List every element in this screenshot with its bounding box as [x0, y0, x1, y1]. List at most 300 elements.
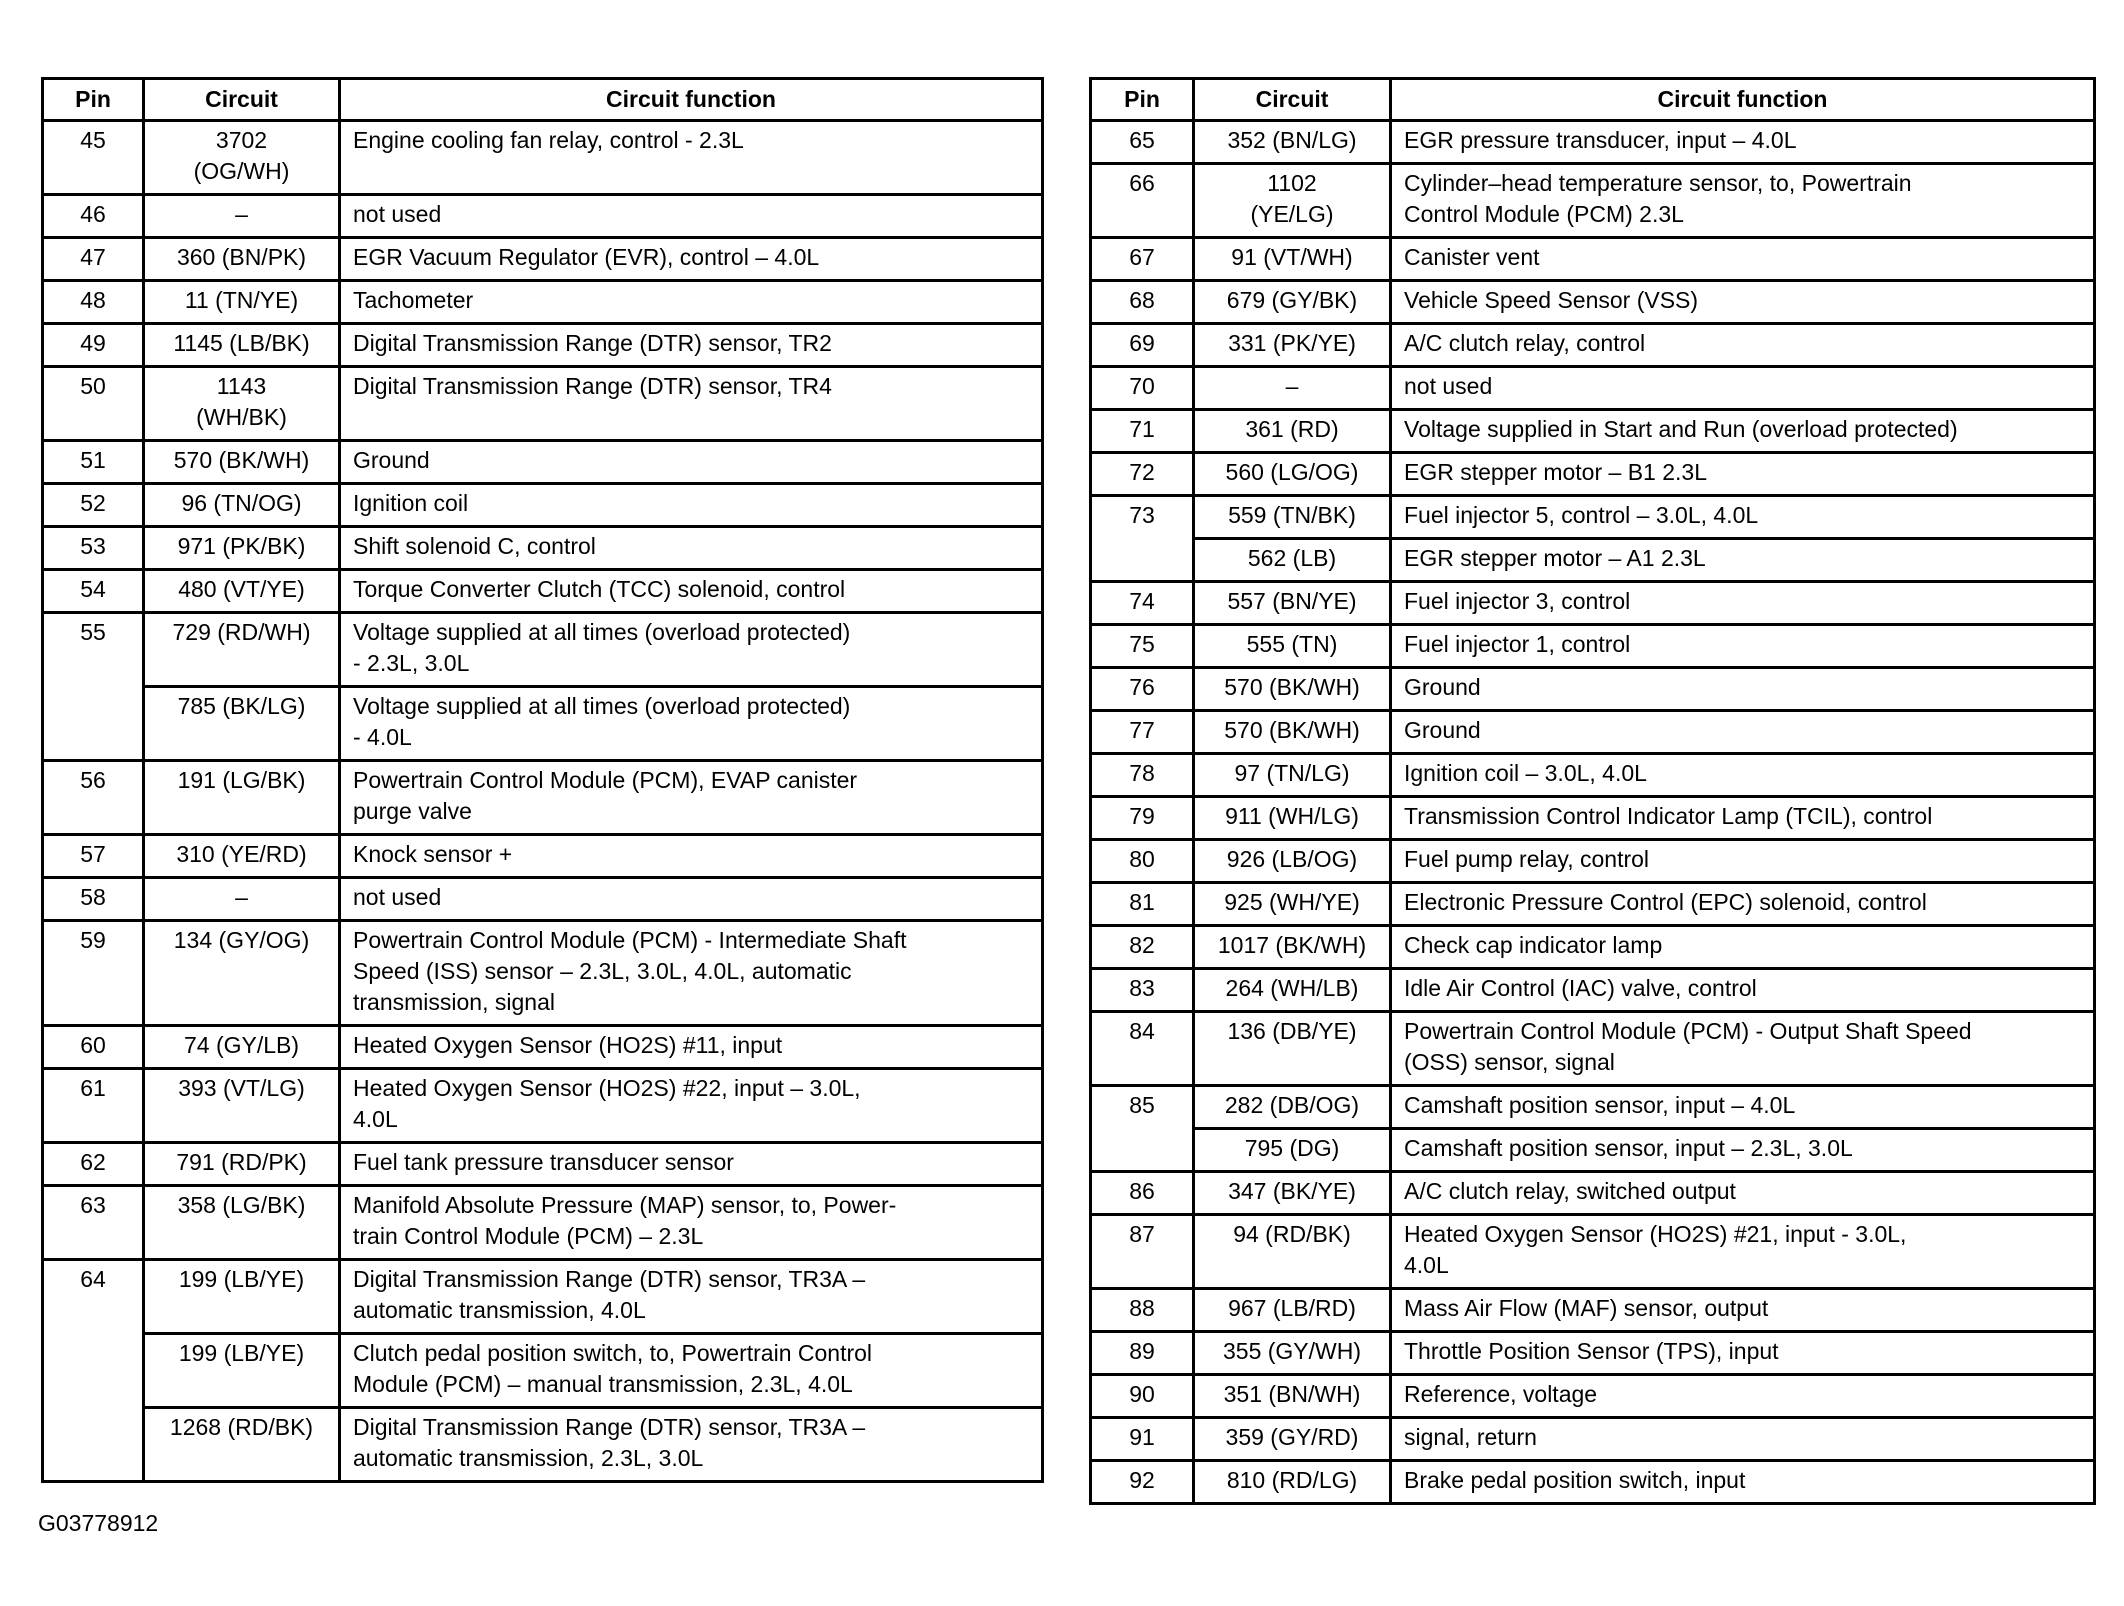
table-row — [43, 1186, 1043, 1260]
function-cell — [340, 1069, 1043, 1143]
function-text: Knock sensor + — [353, 841, 513, 867]
pin-cell: 51 — [43, 441, 144, 484]
circuit-text: 555 (TN) — [1246, 631, 1338, 657]
table-row — [1091, 1086, 2095, 1129]
pin-cell: 85 — [1091, 1086, 1194, 1172]
pin-cell: 55 — [43, 613, 144, 761]
circuit-cell — [144, 195, 340, 238]
pin-cell: 90 — [1091, 1375, 1194, 1418]
function-header: Circuit function — [1391, 79, 2095, 121]
function-cell — [1391, 883, 2095, 926]
table-row — [43, 1143, 1043, 1186]
pin-cell: 46 — [43, 195, 144, 238]
function-cell — [1391, 1215, 2095, 1289]
function-cell — [340, 1408, 1043, 1482]
function-cell — [1391, 1086, 2095, 1129]
circuit-cell — [1194, 453, 1391, 496]
circuit-text: 358 (LG/BK) — [177, 1192, 306, 1218]
circuit-text: 911 (WH/LG) — [1225, 803, 1359, 829]
table-row — [43, 441, 1043, 484]
function-cell — [1391, 1129, 2095, 1172]
table-row — [43, 570, 1043, 613]
circuit-cell — [1194, 582, 1391, 625]
table-row — [1091, 668, 2095, 711]
pin-cell: 54 — [43, 570, 144, 613]
function-text: Digital Transmission Range (DTR) sensor, TR3A – automatic transmission, 4.0L — [353, 1266, 866, 1323]
pin-cell: 75 — [1091, 625, 1194, 668]
function-text: signal, return — [1404, 1424, 1537, 1450]
function-cell — [1391, 969, 2095, 1012]
function-text: Digital Transmission Range (DTR) sensor, TR2 — [353, 330, 832, 356]
table-row — [43, 484, 1043, 527]
pin-cell: 60 — [43, 1026, 144, 1069]
circuit-cell — [144, 1408, 340, 1482]
pin-cell: 71 — [1091, 410, 1194, 453]
function-text: Torque Converter Clutch (TCC) solenoid, control — [353, 576, 846, 602]
function-cell — [1391, 754, 2095, 797]
table-row — [1091, 539, 2095, 582]
header-row — [43, 79, 1043, 121]
circuit-text: 925 (WH/YE) — [1224, 889, 1360, 915]
circuit-cell — [144, 1143, 340, 1186]
circuit-cell — [1194, 797, 1391, 840]
table-row — [1091, 797, 2095, 840]
pin-cell: 68 — [1091, 281, 1194, 324]
circuit-cell — [1194, 625, 1391, 668]
circuit-text: 359 (GY/RD) — [1225, 1424, 1359, 1450]
table-row — [1091, 164, 2095, 238]
function-cell — [340, 238, 1043, 281]
circuit-text: 559 (TN/BK) — [1228, 502, 1356, 528]
circuit-text: 480 (VT/YE) — [178, 576, 305, 602]
function-cell — [1391, 1172, 2095, 1215]
circuit-cell — [1194, 1215, 1391, 1289]
pin-cell: 49 — [43, 324, 144, 367]
circuit-text: 361 (RD) — [1245, 416, 1339, 442]
function-text: Digital Transmission Range (DTR) sensor, TR4 — [353, 373, 832, 399]
circuit-cell — [144, 121, 340, 195]
circuit-cell — [1194, 668, 1391, 711]
circuit-text: 562 (LB) — [1247, 545, 1337, 571]
circuit-text: 967 (LB/RD) — [1228, 1295, 1356, 1321]
pin-cell: 53 — [43, 527, 144, 570]
function-cell — [1391, 840, 2095, 883]
circuit-cell — [144, 921, 340, 1026]
table-row — [1091, 367, 2095, 410]
table-body-right — [1091, 121, 2095, 1504]
circuit-cell — [1194, 238, 1391, 281]
circuit-text: 96 (TN/OG) — [181, 490, 302, 516]
function-text: Reference, voltage — [1404, 1381, 1598, 1407]
pin-cell: 84 — [1091, 1012, 1194, 1086]
circuit-cell — [144, 441, 340, 484]
circuit-header: Circuit — [144, 79, 340, 121]
function-text: Powertrain Control Module (PCM) - Output Shaft Speed (OSS) sensor, signal — [1404, 1018, 1972, 1075]
function-cell — [340, 687, 1043, 761]
function-cell — [1391, 1418, 2095, 1461]
table-row — [1091, 1289, 2095, 1332]
table-row — [1091, 1172, 2095, 1215]
circuit-text: 347 (BK/YE) — [1228, 1178, 1356, 1204]
function-cell — [340, 835, 1043, 878]
function-text: Voltage supplied at all times (overload protected) - 4.0L — [353, 693, 851, 750]
circuit-text: 94 (RD/BK) — [1233, 1221, 1351, 1247]
function-text: EGR stepper motor – B1 2.3L — [1404, 459, 1707, 485]
pin-cell: 88 — [1091, 1289, 1194, 1332]
table-row — [43, 367, 1043, 441]
function-text: Fuel injector 5, control – 3.0L, 4.0L — [1404, 502, 1759, 528]
circuit-cell — [144, 613, 340, 687]
function-text: Voltage supplied in Start and Run (overload protected) — [1404, 416, 1958, 442]
table-row — [43, 121, 1043, 195]
circuit-cell — [144, 238, 340, 281]
function-cell — [340, 921, 1043, 1026]
function-cell — [1391, 121, 2095, 164]
circuit-text: 679 (GY/BK) — [1226, 287, 1358, 313]
function-text: Heated Oxygen Sensor (HO2S) #22, input – 3.0L, 4.0L — [353, 1075, 861, 1132]
pin-cell: 64 — [43, 1260, 144, 1482]
table-row — [1091, 324, 2095, 367]
pin-cell: 81 — [1091, 883, 1194, 926]
function-text: Transmission Control Indicator Lamp (TCIL), control — [1404, 803, 1933, 829]
table-row — [1091, 711, 2095, 754]
function-cell — [1391, 1332, 2095, 1375]
pin-cell: 67 — [1091, 238, 1194, 281]
circuit-cell — [1194, 1012, 1391, 1086]
circuit-cell — [144, 835, 340, 878]
circuit-text: 352 (BN/LG) — [1227, 127, 1357, 153]
function-text: not used — [353, 201, 442, 227]
circuit-text: 310 (YE/RD) — [176, 841, 307, 867]
table-row — [1091, 238, 2095, 281]
circuit-cell — [144, 878, 340, 921]
table-row — [1091, 1418, 2095, 1461]
circuit-cell — [144, 1069, 340, 1143]
function-cell — [340, 195, 1043, 238]
function-text: Idle Air Control (IAC) valve, control — [1404, 975, 1757, 1001]
table-row — [43, 238, 1043, 281]
circuit-text: 1017 (BK/WH) — [1217, 932, 1367, 958]
function-text: Ground — [1404, 717, 1481, 743]
function-cell — [1391, 496, 2095, 539]
function-text: Electronic Pressure Control (EPC) solenoid, control — [1404, 889, 1927, 915]
circuit-text: 1143 (WH/BK) — [196, 373, 287, 430]
circuit-text: 795 (DG) — [1244, 1135, 1340, 1161]
header-row — [1091, 79, 2095, 121]
function-text: not used — [1404, 373, 1493, 399]
circuit-text: – — [235, 201, 248, 227]
function-cell — [1391, 582, 2095, 625]
function-text: Ignition coil – 3.0L, 4.0L — [1404, 760, 1647, 786]
circuit-text: 282 (DB/OG) — [1224, 1092, 1360, 1118]
figure-code: G03778912 — [38, 1510, 159, 1536]
function-cell — [1391, 410, 2095, 453]
table-row — [43, 1069, 1043, 1143]
function-cell — [340, 570, 1043, 613]
pin-header: Pin — [43, 79, 144, 121]
pin-cell: 66 — [1091, 164, 1194, 238]
table-row — [43, 527, 1043, 570]
function-text: Canister vent — [1404, 244, 1540, 270]
circuit-cell — [144, 761, 340, 835]
table-row — [43, 281, 1043, 324]
function-cell — [1391, 668, 2095, 711]
function-text: Fuel injector 1, control — [1404, 631, 1631, 657]
pin-cell: 58 — [43, 878, 144, 921]
function-cell — [1391, 539, 2095, 582]
function-header: Circuit function — [340, 79, 1043, 121]
circuit-text: 1268 (RD/BK) — [169, 1414, 314, 1440]
circuit-cell — [1194, 1461, 1391, 1504]
circuit-cell — [1194, 367, 1391, 410]
circuit-text: 331 (PK/YE) — [1228, 330, 1356, 356]
circuit-header: Circuit — [1194, 79, 1391, 121]
function-text: Fuel tank pressure transducer sensor — [353, 1149, 734, 1175]
table-row — [43, 1408, 1043, 1482]
table-row — [43, 761, 1043, 835]
pin-cell: 45 — [43, 121, 144, 195]
pin-cell: 52 — [43, 484, 144, 527]
pin-cell: 57 — [43, 835, 144, 878]
pin-cell: 56 — [43, 761, 144, 835]
pin-cell: 77 — [1091, 711, 1194, 754]
table-row — [1091, 1129, 2095, 1172]
pin-table-right — [1089, 77, 2096, 1505]
table-row — [1091, 1375, 2095, 1418]
table-row — [1091, 625, 2095, 668]
function-text: Brake pedal position switch, input — [1404, 1467, 1746, 1493]
function-text: Mass Air Flow (MAF) sensor, output — [1404, 1295, 1769, 1321]
table-row — [1091, 883, 2095, 926]
table-row — [1091, 496, 2095, 539]
circuit-cell — [1194, 121, 1391, 164]
table-row — [1091, 754, 2095, 797]
circuit-cell — [1194, 711, 1391, 754]
function-text: Ignition coil — [353, 490, 469, 516]
function-text: Manifold Absolute Pressure (MAP) sensor, to, Power- train Control Module (PCM) – 2.3L — [353, 1192, 897, 1249]
table-body-left — [43, 121, 1043, 1482]
circuit-cell — [1194, 840, 1391, 883]
circuit-text: 557 (BN/YE) — [1227, 588, 1357, 614]
function-text: Voltage supplied at all times (overload protected) - 2.3L, 3.0L — [353, 619, 851, 676]
circuit-text: 351 (BN/WH) — [1223, 1381, 1361, 1407]
pin-cell: 65 — [1091, 121, 1194, 164]
pin-cell: 87 — [1091, 1215, 1194, 1289]
circuit-cell — [144, 527, 340, 570]
table-row — [1091, 1215, 2095, 1289]
function-cell — [340, 484, 1043, 527]
function-text: Heated Oxygen Sensor (HO2S) #11, input — [353, 1032, 783, 1058]
function-text: A/C clutch relay, control — [1404, 330, 1646, 356]
table-row — [43, 613, 1043, 687]
circuit-text: 360 (BN/PK) — [176, 244, 307, 270]
circuit-cell — [144, 324, 340, 367]
table-row — [43, 921, 1043, 1026]
function-cell — [1391, 1012, 2095, 1086]
function-cell — [340, 121, 1043, 195]
pin-cell: 80 — [1091, 840, 1194, 883]
function-text: Engine cooling fan relay, control - 2.3L — [353, 127, 744, 153]
function-cell — [340, 281, 1043, 324]
pin-cell: 79 — [1091, 797, 1194, 840]
pin-cell: 82 — [1091, 926, 1194, 969]
table-row — [43, 1026, 1043, 1069]
pin-cell: 70 — [1091, 367, 1194, 410]
circuit-cell — [1194, 1129, 1391, 1172]
circuit-text: 785 (BK/LG) — [177, 693, 306, 719]
circuit-cell — [1194, 1418, 1391, 1461]
function-cell — [340, 367, 1043, 441]
table-row — [43, 687, 1043, 761]
circuit-cell — [144, 281, 340, 324]
table-row — [43, 195, 1043, 238]
function-text: A/C clutch relay, switched output — [1404, 1178, 1736, 1204]
pin-cell: 74 — [1091, 582, 1194, 625]
function-text: Fuel pump relay, control — [1404, 846, 1650, 872]
function-cell — [340, 324, 1043, 367]
circuit-cell — [144, 1260, 340, 1334]
function-cell — [1391, 164, 2095, 238]
function-text: EGR stepper motor – A1 2.3L — [1404, 545, 1706, 571]
circuit-text: 393 (VT/LG) — [178, 1075, 305, 1101]
function-text: Camshaft position sensor, input – 4.0L — [1404, 1092, 1796, 1118]
circuit-text: 74 (GY/LB) — [183, 1032, 300, 1058]
pin-cell: 50 — [43, 367, 144, 441]
circuit-cell — [1194, 1375, 1391, 1418]
circuit-cell — [144, 367, 340, 441]
function-text: EGR Vacuum Regulator (EVR), control – 4.0L — [353, 244, 820, 270]
circuit-cell — [1194, 496, 1391, 539]
table-row — [1091, 840, 2095, 883]
table-row — [1091, 453, 2095, 496]
circuit-text: 1145 (LB/BK) — [173, 330, 310, 356]
function-text: Vehicle Speed Sensor (VSS) — [1404, 287, 1699, 313]
table-row — [1091, 121, 2095, 164]
pin-table-left — [41, 77, 1044, 1483]
function-cell — [1391, 367, 2095, 410]
function-cell — [340, 441, 1043, 484]
function-text: Ground — [353, 447, 430, 473]
circuit-text: 971 (PK/BK) — [177, 533, 306, 559]
function-cell — [340, 527, 1043, 570]
table-row — [1091, 281, 2095, 324]
pin-cell: 86 — [1091, 1172, 1194, 1215]
function-cell — [340, 1026, 1043, 1069]
pin-cell: 62 — [43, 1143, 144, 1186]
circuit-text: 926 (LB/OG) — [1226, 846, 1358, 872]
function-text: Heated Oxygen Sensor (HO2S) #21, input - 3.0L, 4.0L — [1404, 1221, 1907, 1278]
function-text: Ground — [1404, 674, 1481, 700]
circuit-cell — [1194, 281, 1391, 324]
function-text: Fuel injector 3, control — [1404, 588, 1631, 614]
function-cell — [340, 761, 1043, 835]
circuit-text: – — [1285, 373, 1299, 399]
table-row — [1091, 926, 2095, 969]
circuit-text: 134 (GY/OG) — [173, 927, 310, 953]
function-text: EGR pressure transducer, input – 4.0L — [1404, 127, 1797, 153]
function-cell — [1391, 1375, 2095, 1418]
circuit-cell — [1194, 926, 1391, 969]
circuit-text: 355 (GY/WH) — [1222, 1338, 1362, 1364]
circuit-text: 3702 (OG/WH) — [193, 127, 290, 184]
circuit-cell — [1194, 969, 1391, 1012]
circuit-cell — [1194, 1172, 1391, 1215]
table-row — [43, 835, 1043, 878]
pin-cell: 69 — [1091, 324, 1194, 367]
table-row — [1091, 410, 2095, 453]
circuit-cell — [144, 1026, 340, 1069]
circuit-text: 91 (VT/WH) — [1231, 244, 1353, 270]
table-row — [1091, 1461, 2095, 1504]
circuit-cell — [1194, 1086, 1391, 1129]
table-row — [1091, 969, 2095, 1012]
circuit-cell — [144, 1334, 340, 1408]
function-text: Cylinder–head temperature sensor, to, Powertrain Control Module (PCM) 2.3L — [1404, 170, 1912, 227]
pin-cell: 47 — [43, 238, 144, 281]
function-text: Shift solenoid C, control — [353, 533, 596, 559]
table-row — [43, 878, 1043, 921]
circuit-cell — [1194, 1289, 1391, 1332]
circuit-text: 191 (LG/BK) — [177, 767, 306, 793]
circuit-text: – — [235, 884, 248, 910]
function-cell — [1391, 238, 2095, 281]
circuit-text: 570 (BK/WH) — [173, 447, 310, 473]
function-text: Powertrain Control Module (PCM) - Intermediate Shaft Speed (ISS) sensor – 2.3L, 3.0L, 4.0L, automatic transmission, signal — [353, 927, 907, 1015]
table-row — [43, 1334, 1043, 1408]
circuit-cell — [1194, 883, 1391, 926]
pin-cell: 91 — [1091, 1418, 1194, 1461]
function-text: Powertrain Control Module (PCM), EVAP canister purge valve — [353, 767, 858, 824]
function-cell — [1391, 281, 2095, 324]
circuit-cell — [1194, 754, 1391, 797]
circuit-cell — [1194, 324, 1391, 367]
function-cell — [1391, 797, 2095, 840]
table-row — [1091, 582, 2095, 625]
pin-cell: 48 — [43, 281, 144, 324]
function-cell — [340, 1334, 1043, 1408]
pin-cell: 63 — [43, 1186, 144, 1260]
pin-cell: 89 — [1091, 1332, 1194, 1375]
circuit-text: 729 (RD/WH) — [172, 619, 311, 645]
circuit-cell — [144, 1186, 340, 1260]
circuit-text: 199 (LB/YE) — [178, 1266, 305, 1292]
circuit-text: 97 (TN/LG) — [1234, 760, 1350, 786]
circuit-cell — [1194, 539, 1391, 582]
circuit-text: 136 (DB/YE) — [1227, 1018, 1357, 1044]
function-text: Tachometer — [353, 287, 474, 313]
function-text: Camshaft position sensor, input – 2.3L, 3.0L — [1404, 1135, 1853, 1161]
function-cell — [1391, 1289, 2095, 1332]
circuit-cell — [144, 687, 340, 761]
function-cell — [340, 878, 1043, 921]
table-row — [1091, 1332, 2095, 1375]
circuit-text: 570 (BK/WH) — [1224, 674, 1360, 700]
function-cell — [1391, 625, 2095, 668]
function-cell — [1391, 324, 2095, 367]
pin-cell: 59 — [43, 921, 144, 1026]
pin-cell: 73 — [1091, 496, 1194, 582]
pin-header: Pin — [1091, 79, 1194, 121]
circuit-cell — [1194, 410, 1391, 453]
circuit-text: 810 (RD/LG) — [1226, 1467, 1358, 1493]
function-cell — [1391, 1461, 2095, 1504]
table-row — [1091, 1012, 2095, 1086]
circuit-text: 560 (LG/OG) — [1225, 459, 1359, 485]
circuit-text: 570 (BK/WH) — [1224, 717, 1360, 743]
function-text: Throttle Position Sensor (TPS), input — [1404, 1338, 1779, 1364]
function-cell — [340, 613, 1043, 687]
function-cell — [340, 1186, 1043, 1260]
